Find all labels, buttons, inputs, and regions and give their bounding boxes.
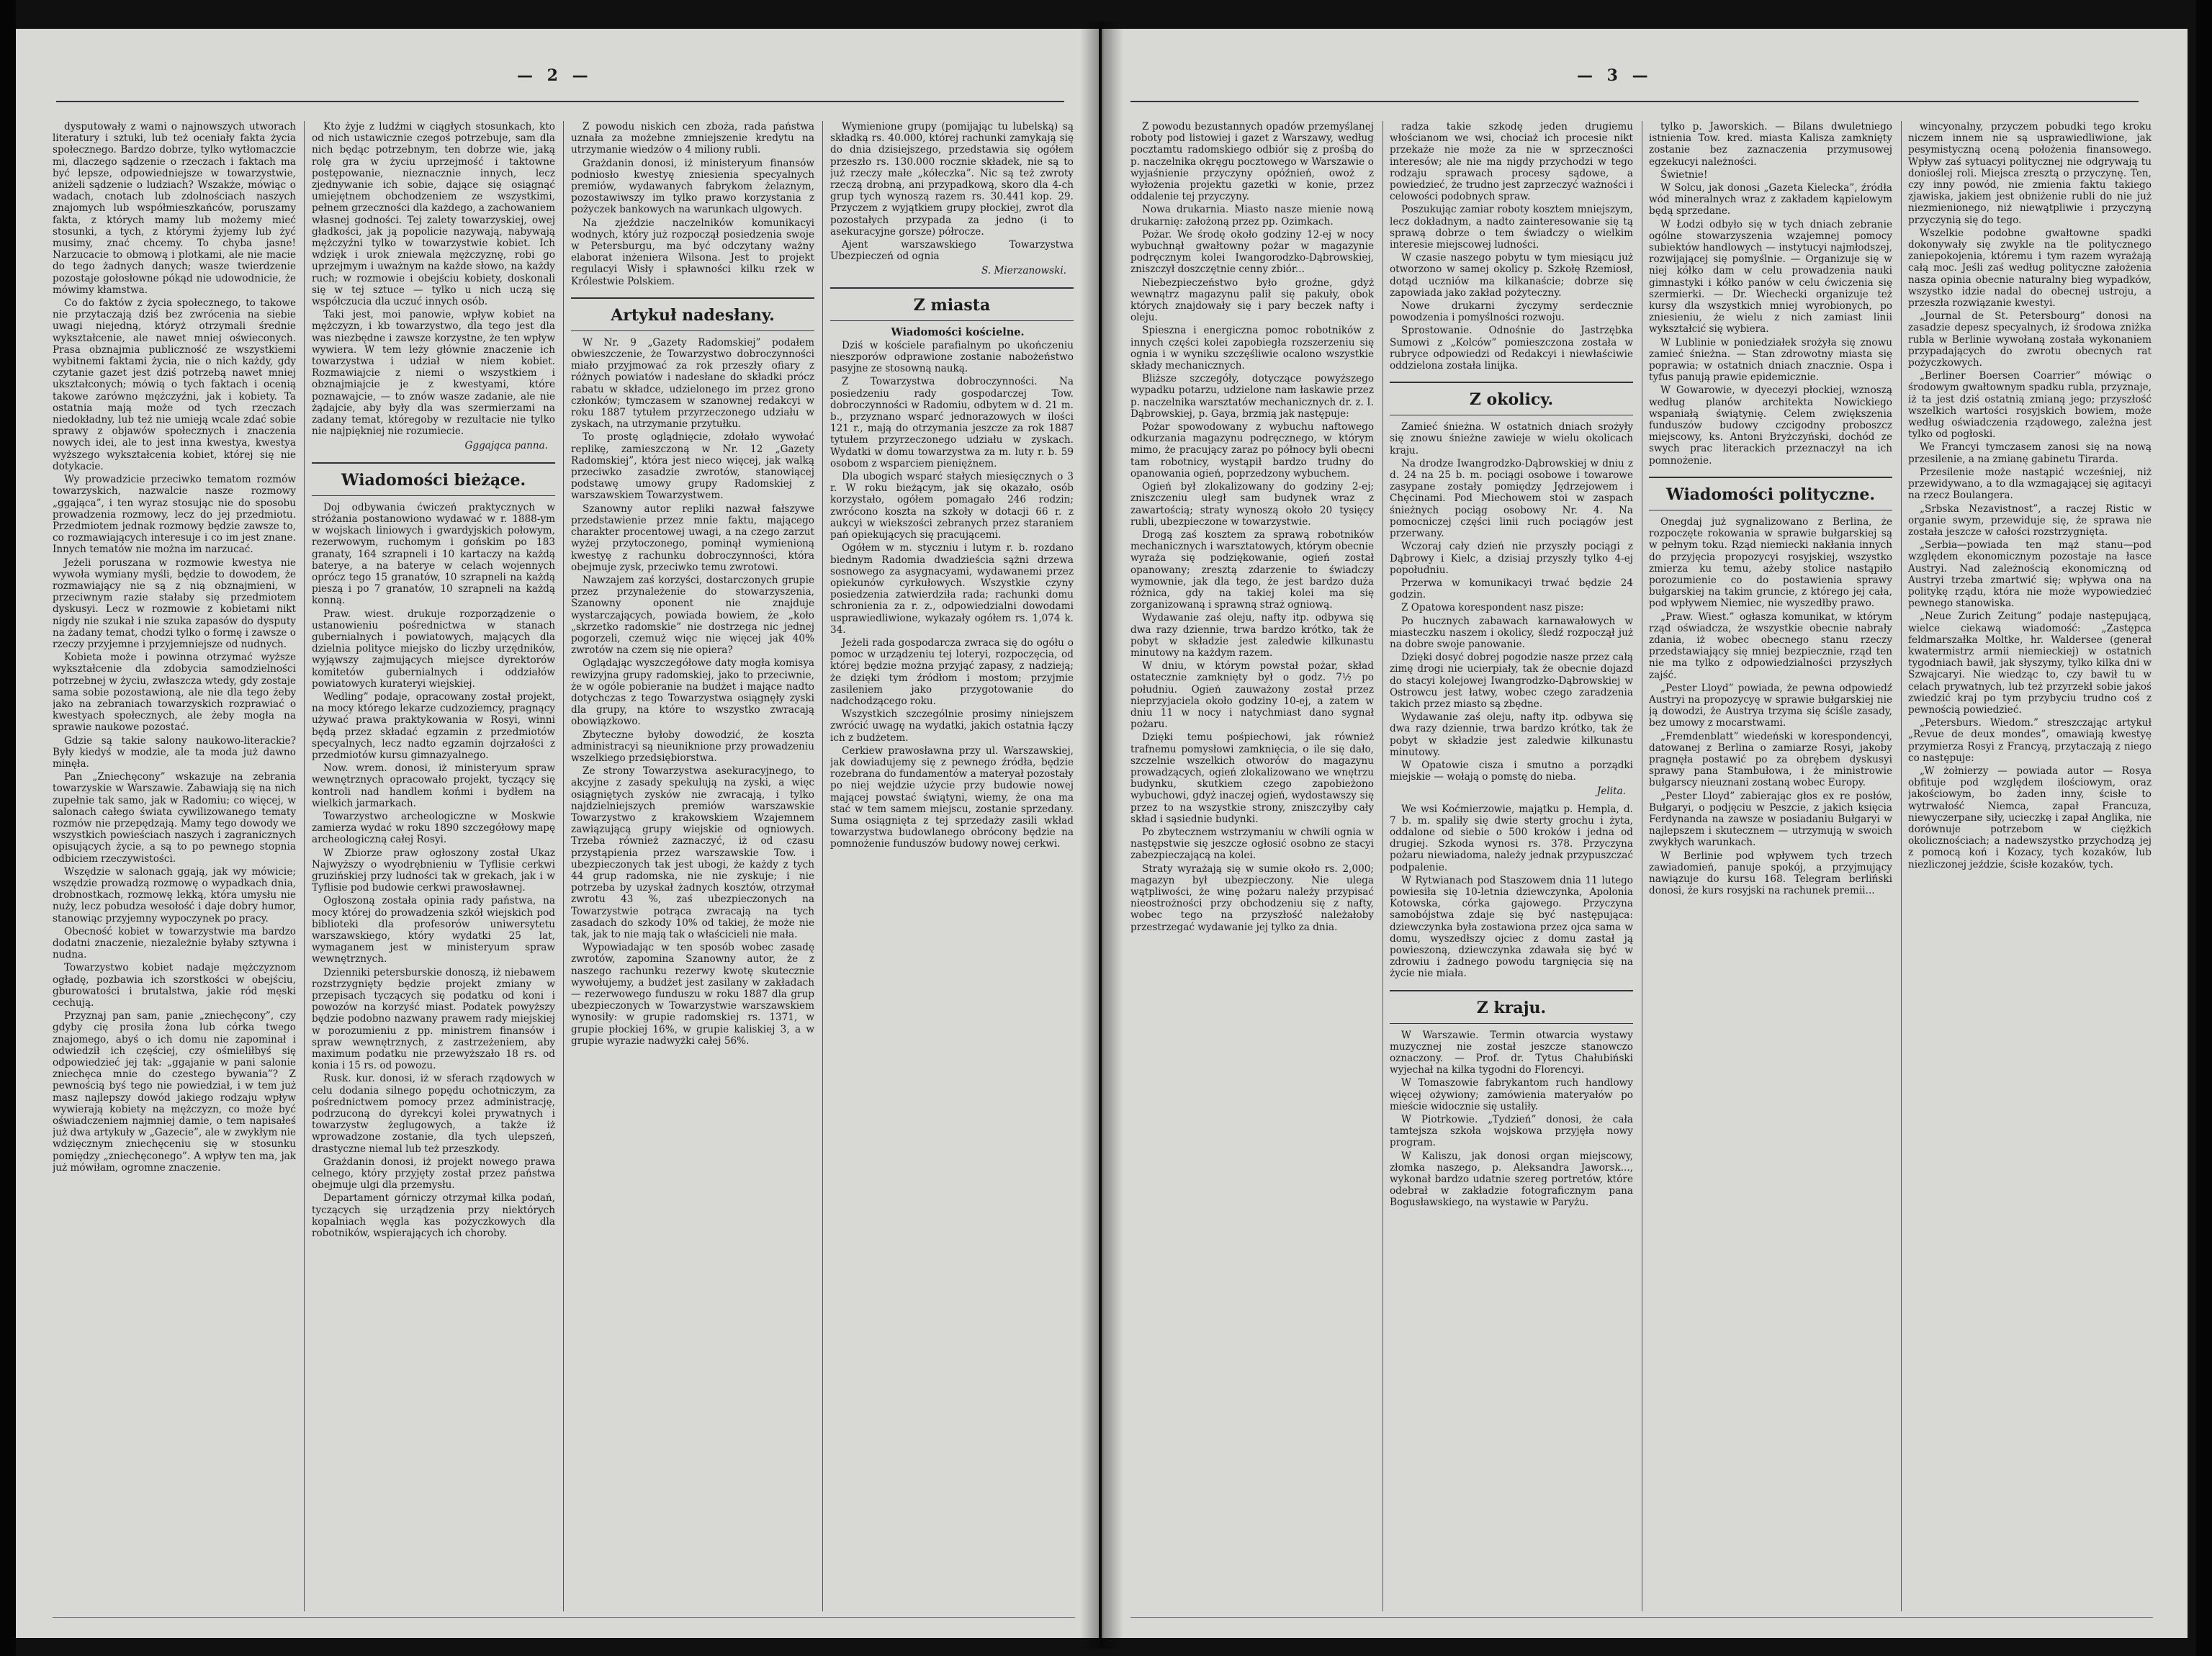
- paragraph: Wszelkie podobne gwałtowne spadki dokonywały się zwykle na tle politycznego zaniepokojenia, któremu i tym razem wyrażają całą moc. Jeśli zaś według polityczne założenia nasza opinia obecnie naturalny bieg wypadków, wszystko idzie nadal do obecnej ustroju, a przeszła rozwiązanie kwestyi.: [1908, 227, 2152, 310]
- paragraph: Ogłoszoną została opinia rady państwa, na mocy której do prowadzenia szkół wiejskich pod biblioteki dla profesorów uniwersytetu warszawskiego, który wydatki 25 lat, wymaganem jest w ministeryum spraw wewnętrznych.: [312, 895, 555, 966]
- paragraph: W czasie naszego pobytu w tym miesiącu już otworzono w samej okolicy p. Szkołę Rzemiosł, dotąd uczniów ma kilkanaście; dobrze się zapowiada jako zakład pożyteczny.: [1390, 252, 1633, 299]
- section-heading-z-okolicy: Z okolicy.: [1390, 382, 1633, 415]
- paragraph: Niebezpieczeństwo było groźne, gdyż wewnątrz magazynu palił się pakuły, obok których znajdowały się i pary beczek nafty i oleju.: [1130, 276, 1374, 324]
- section-heading-wiadomosci-biezace: Wiadomości bieżące.: [312, 462, 555, 496]
- paragraph: Spieszna i energiczna pomoc robotników z innych części kolei zapobiegła rozszerzeniu się ognia i w wyniku szczęśliwie ocalono wszystkie składy mechanicznych.: [1130, 325, 1374, 372]
- column-7: [1649, 121, 1892, 1619]
- paragraph: Nowa drukarnia. Miasto nasze mienie nową drukarnię: założoną przez pp. Ozimkach.: [1130, 204, 1374, 228]
- paragraph: Gdzie są takie salony naukowo-literackie? Były kiedyś w modzie, ale ta moda już dawno minęła.: [53, 734, 296, 770]
- footer-rule: [53, 1617, 1075, 1618]
- paragraph: W Łodzi odbyło się w tych dniach zebranie ogólne stowarzyszenia wzajemnej pomocy subiektów handlowych — instytucyi najmłodszej, rozwijającej się pomyślnie. — Organizuje się w niej kółko dam w celu prowadzenia nauki gimnastyki i kółko panów w celu ćwiczenia się szermierki. — Dr. Wiechecki organizuje też kursy dla wszystkich mniej wyrobionych, po zniesieniu, że wielu z nich zamiast linii wykształcić się wybiera.: [1649, 218, 1892, 336]
- paragraph: W Kaliszu, jak donosi organ miejscowy, złomka naszego, p. Aleksandra Jaworsk..., wykonał bardzo udatnie szereg portretów, które odebrał w zakładzie fotograficznym pana Bogusławskiego, na wystawie w Paryżu.: [1390, 1150, 1633, 1209]
- paragraph: Nowe drukarni życzymy serdecznie powodzenia i pomyślności rozwoju.: [1390, 300, 1633, 324]
- paragraph: Po hucznych zabawach karnawałowych w miasteczku naszem i okolicy, śledź rozpoczął już na dobre swoje panowanie.: [1390, 615, 1633, 650]
- paragraph: Drogą zaś kosztem za sprawą robotników mechanicznych i warsztatowych, którym obecnie wyraża się podziękowanie, ogień został opanowany; zresztą zdarzenie to świadczy wymownie, jak dla tego, że jest bardzo duża różnica, gdy na takiej kolei ma się zorganizowaną i sprawną straż ogniową.: [1130, 528, 1374, 611]
- paragraph: Przyznaj pan sam, panie „zniechęcony”, czy gdyby cię prosiła żona lub córka twego znajomego, abyś o ich domu nie zapominał i odwiedził ich częściej, czy ośmieliłbyś się odpowiedzieć jej tak: „ggajanie w pani salonie zniechęca mnie do czestego bywania”? Z pewnością byś tego nie powiedział, i w tem już masz najlepszy dowód jakiego rodzaju wpływ wywierają kobiety na mężczyzn, co może być oświadczeniem najmniej damie, o tem napisałeś już dwa artykuły w „Gazecie”, ale w zwykłym nie wdzięcznym zniechęceniu się w stosunku pomiędzy „zniechęconego”. A wpływ ten ma, jak już mówiłam, ogromne znaczenie.: [53, 1010, 296, 1174]
- header-rule: [56, 101, 1064, 102]
- paragraph: Oglądając wyszczegółowe daty mogła komisya rewizyjna grupy radomskiej, jako to przeciwnie, że w ogóle pobieranie na budżet i mające nadto dotychczas z tego Towarzystwa osiągnęły zyski dla grupy, na które to wszystko zwracają obowiązkowo.: [571, 657, 814, 728]
- signature: S. Mierzanowski.: [981, 265, 1066, 277]
- column-divider: [822, 121, 823, 1611]
- paragraph: Jeżeli poruszana w rozmowie kwestya nie wywoła wymiany myśli, będzie to dowodem, że rozmawiający nie są z nią obznajmieni, w przeciwnym razie stałaby się przedmiotem dyskusyi. Lecz w rozmowie z kobietami nikt nigdy nie szukał i nie szuka zapasów do dysputy na żadany temat, chodzi tylko o formę i zawsze o rzeczy przyjemne i przyjemniejsze od nudnych.: [53, 557, 296, 650]
- column-3: [571, 121, 814, 1619]
- paragraph: Co do faktów z życia społecznego, to takowe nie przytaczają dziś bez zwrócenia na siebie uwagi niejedną, któryż otrzymali średnie wykształcenie, ale nawet mniej oświeconych. Prasa obznajmia publiczność ze wszystkiemi wybitnemi faktami życia, nie o nich każdy, gdy czytanie gazet jest dziś potrzebą nawet mniej ukształconych; mówią o tych faktach i ocenią takowe zarówno mężczyźni, jak i kobiety. Ta ostatnia mają może od tych rzeczach niedokładny, lub też nie umieją wcale zdać sobie sprawy z objawów społecznych i znaczenia nowych idei, ale to jest inna kwestya, kwestya wyższego wykształcenia kobiet, której się nie dotykacie.: [53, 297, 296, 472]
- paragraph: Pożar spowodowany z wybuchu naftowego odkurzania magazynu podręcznego, w którym mimo, że pracujący zaraz po północy byli obecni tam robotnicy, wystąpił bardzo trudny do opanowania ogień, poprzedzony wybuchem.: [1130, 421, 1374, 480]
- paragraph: Ze strony Towarzystwa asekuracyjnego, to akcyjne z zasady spekulują na zyski, a więc osiągniętych zysków nie zwracają, i tylko najdzielniejszych premiów warszawskie Towarzystwo z krakowskiem Wzajemnem zawiązującą grupy wiejskie od ogniowych. Trzeba również zaznaczyć, iż od czasu przystąpienia przez warszawskie Tow. i ubezpieczonych tak jest ubogi, że każdy z tych 44 grup radomska, nie nie zyskuje; i nie potrzeba by uzyskał żadnych kosztów, otrzymał zwrotu 43 %, zaś ubezpieczonych na Towarzystwie potrąca zwracają na tych zasadach do szkody 10% od takiej, że może nie tak, jak to nie mają tak o właścicieli nie mała.: [571, 765, 814, 940]
- signature: Jelita.: [1596, 786, 1626, 798]
- paragraph: Wydawanie zaś oleju, nafty itp. odbywa się dwa razy dziennie, trwa bardzo krótko, tak że pobyt w składzie jest zaledwie kilkunastu minutowy na każdym razem.: [1130, 612, 1374, 659]
- paragraph: W Nr. 9 „Gazety Radomskiej” podałem obwieszczenie, że Towarzystwo dobroczynności miało przyjmować za rok przeszły ofiary z różnych powiatów i nadesłane do składki prócz rabatu w składce, udzielonego im przez grono członków; tymczasem w szanownej redakcyi w roku 1887 tytułem przyrzeczonego udziału w zyskach, na utrzymanie przytułku.: [571, 336, 814, 431]
- page-left: [13, 29, 1099, 1638]
- paragraph: Wedling” podaje, opracowany został projekt, na mocy którego lekarze cudzoziemcy, pragnący używać prawa praktykowania w Rosyi, winni będą przez składać egzamin z przedmiotów specyalnych, lecz nadto egzamin dojrzałości z przedmiotów kursu gimnazyalnego.: [312, 690, 555, 761]
- paragraph: Z powodu bezustannych opadów przemyślanej roboty pod listowiej i gazet z Warszawy, według pocztamtu radomskiego odbiór się z prośbą do p. naczelnika okręgu pocztowego w Warszawie o wyjaśnienie przyczyny opóźnień, owoż z wyłożenia projektu gazetki w konie, przez oddalenie tej przyczyny.: [1130, 121, 1374, 203]
- column-1: [53, 121, 296, 1619]
- subheading-wiadomosci-koscielne: Wiadomości kościelne.: [891, 325, 1025, 338]
- scan-edge-left: [0, 0, 16, 1656]
- column-2: [312, 121, 555, 1619]
- paragraph: Dzięki temu pośpiechowi, jak również trafnemu pomysłowi zamknięcia, o ile się dało, szczelnie wszelkich otworów do magazynu prowadzących, ogień zlokalizowano we wnętrzu budynku, skutkiem czego zapobieżono wybuchowi, gdyż inaczej ogień, wydostawszy się przez to na wszystkie strony, zniszczyłby cały skład i sąsiednie budynki.: [1130, 732, 1374, 825]
- paragraph: Z powodu niskich cen zboża, rada państwa uznała za możebne zmniejszenie kredytu na utrzymanie wiedzów o 4 miliony rubli.: [571, 121, 814, 156]
- paragraph: Poszukując zamiar roboty kosztem mniejszym, lecz dokładnym, a nadto zainteresowanie się tą sprawą dobrze o tem świadczy o wielkim interesie miejscowej ludności.: [1390, 204, 1633, 251]
- paragraph: Towarzystwo archeologiczne w Moskwie zamierza wydać w roku 1890 szczegółowy mapę archeologiczną całej Rosyi.: [312, 810, 555, 846]
- paragraph: „Serbia—powiada ten mąż stanu—pod względem ekonomicznym pozostaje na łasce Austryi. Nad zależnością ekonomiczną od Austryi trzeba zmartwić się; wpływa ona na politykę rządu, która nie może wypowiedzieć pewnego stanowiska.: [1908, 539, 2152, 610]
- paragraph: „Fremdenblatt” wiedeński w korespondencyi, datowanej z Berlina o zamiarze Rosyi, jakoby pragnęła postawić po za obrębem dyskusyi sprawy pana Stambułowa, i że ministrowie bułgarscy nieuznani zostaną wobec Europy.: [1649, 730, 1892, 789]
- paragraph: W Opatowie cisza i smutno a porządki miejskie — wołają o pomstę do nieba.: [1390, 759, 1633, 783]
- paragraph: Nawzajem zaś korzyści, dostarczonych grupie przez przynależenie do stowarzyszenia, Szanowny oponent nie znajduje wystarczających, powiada bowiem, że „koło „skrzetko radomskie” nie dostrzega nic jednej pogorzeli, czemuż więc nie więcej jak 40% zwrotów na czem się nie opiera?: [571, 574, 814, 657]
- paragraph: Taki jest, moi panowie, wpływ kobiet na mężczyzn, i kb towarzystwo, dla tego jest dla was niezbędne i zawsze korzystne, że ten wpływ wywiera. W tem leży głównie znaczenie ich towarzystwa i udział w niem kobiet. Rozmawiajcie z niemi o wszystkiem i obznajmiajcie je z kwestyami, które poznawajcie, — to znów wasze zadanie, ale nie żądajcie, aby były dla was szermierzami na zadany temat, któregoby w rezultacie nie tylko nie najpiękniej nie rozumiecie.: [312, 309, 555, 438]
- section-heading-artykul: Artykuł nadesłany.: [571, 297, 814, 331]
- paragraph: Zamieć śnieżna. W ostatnich dniach srożyły się znowu śnieżne zawieje w wielu okolicach kraju.: [1390, 421, 1633, 456]
- paragraph: Doj odbywania ćwiczeń praktycznych w stróżania postanowiono wydawać w r. 1888-ym w wojskach liniowych i gwardyjskich połowym, rezerwowym, ruchomym i gońskim po 183 granaty, 164 szrapneli i 10 kartaczy na każdą baterye, a na baterye w celach wojennych oprócz tego 15 granatów, 10 szrapneli na każdą pieszą i po 7 granatów, 10 szrapneli na każdą konną.: [312, 501, 555, 607]
- paragraph: radza takie szkodę jeden drugiemu włościanom we wsi, chociaż ich procesie nikt przekaże nie może za nie w sprzeczności interesów; ale nie ma nigdy przychodzi w tego rodzaju sprawach procesy sądowe, a powiedzieć, że trudno jest zaprzeczyć ważności i celowości podobnych spraw.: [1390, 121, 1633, 203]
- paragraph: Z Opatowa korespondent nasz pisze:: [1401, 602, 1584, 614]
- column-5: [1130, 121, 1374, 1619]
- paragraph: wincyonalny, przyczem pobudki tego kroku niczem innem nie są usprawiedliwione, jak pesymistyczną oceną położenia finansowego. Wpływ zaś sytuacyi politycznej nie odgrywają tu donioślej roli. Miejsca zresztą o przyczynę. Ten, czy inny powód, nie zmienia faktu takiego zjawiska, jakiem jest obniżenie rubli do nie już niezmienionego, niż niewątpliwie i przyczyną przyczynią się do tego.: [1908, 121, 2152, 226]
- footer-rule: [1130, 1617, 2153, 1618]
- paragraph: „Berliner Boersen Coarrier” mówiąc o środowym gwałtownym spadku rubla, przyznaje, iż ta jest dziś ostatnią zmianą jego; przyszłość wszelkich wartości rosyjskich bowiem, może według oświadczenia rządowego, zależna jest tylko od pogłoski.: [1908, 370, 2152, 441]
- paragraph: Wszystkich szczególnie prosimy niniejszem zwrócić uwagę na wydatki, jakich ostatnia łączy ich z budżetem.: [830, 708, 1074, 744]
- paragraph: Kto żyje z ludźmi w ciągłych stosunkach, kto od nich ustawicznie czegoś potrzebuje, sam dla nich będąc potrzebnym, ten dobrze wie, jaką rolę gra w życiu uprzejmość i taktowne postępowanie, nieznacznie innych, lecz zjednywanie ich sobie, dające się osiągnąć umiejętnem obchodzeniem ze wszystkimi, pełnem grzeczności dla każdego, a zachowaniem własnej godności. Tej zalety towarzyskiej, owej gładkości, jak ją popolicie nazywają, nabywają mężczyźni tylko w towarzystwie kobiet. Ich wdzięk i urok zniewala mężczyznę, robi go uprzejmym i uważnym na każde słowo, na każdy ruch; w rozmowie i obejściu kobiety, doskonali się w tej sztuce — tylko u nich uczą się współczucia dla uczuć innych osób.: [312, 121, 555, 308]
- paragraph: „Praw. Wiest.” ogłasza komunikat, w którym rząd oświadcza, że wszystkie obecnie nabrały zdania, iż wobec obecnego stanu rzeczy przedstawiający się mniej bezpiecznie, rząd ten nie ma tylko z odpowiedzialności przyszłych zajść.: [1649, 611, 1892, 681]
- paragraph: Praw. wiest. drukuje rozporządzenie o ustanowieniu pośrednictwa w stanach gubernialnych i powiatowych, mających dla dzielnia polityce miejsko do liczby urzędników, wyjąwszy zajmujących miejsce dyrektorów komitetów gubernialnych i oddziałów powiatowych kurateryi wiejskiej.: [312, 608, 555, 690]
- paragraph: To prostę oglądnięcie, zdołało wywołać replikę, zamieszczoną w Nr. 12 „Gazety Radomskiej”, która jest nieco więcej, jak walką przeciwko zasadzie zwrotów, stanowiącej podstawę umowy grupy Radomskiej z warszawskiem Towarzystwem.: [571, 431, 814, 502]
- column-divider: [304, 121, 305, 1611]
- paragraph: Na drodze Iwangrodzko-Dąbrowskiej w dniu z d. 24 na 25 b. m. pociągi osobowe i towarowe zasypane zostały pomiędzy Jędrzejowem i Chęcinami. Pod Miechowem stoi w zaspach śnieżnych pociąg osobowy Nr. 4. Na pomocniczej części linii ruch pociągów jest przerwany.: [1390, 457, 1633, 540]
- paragraph: „Journal de St. Petersbourg” donosi na zasadzie depesz specyalnych, iż środowa zniżka rubla w Berlinie wywołaną została wykonaniem przypadających do zwrotu obecnych rat pożyczkowych.: [1908, 310, 2152, 369]
- paragraph: Kobieta może i powinna otrzymać wyższe wykształcenie dla zdobycia samodzielności potrzebnej w życiu, zwłaszcza wtedy, gdy zostaje sama sobie pozostawioną, ale nie dla tego żeby jako na zebraniach towarzyskich rozprawiać o kwestyach społecznych, ale żeby mogła na sprawie naukowe pozostać.: [53, 652, 296, 734]
- paragraph: W Piotrkowie. „Tydzień” donosi, że cała tamtejsza szkoła wojskowa przyjęła nowy program.: [1390, 1114, 1633, 1149]
- column-divider: [1382, 121, 1383, 1611]
- paragraph: Cerkiew prawosławna przy ul. Warszawskiej, jak dowiadujemy się z pewnego źródła, będzie rozebrana do fundamentów a materyał pozostały po niej wejdzie użycie przy budowie nowej mającej powstać świątyni, wiemy, że ona ma stać w tem samem miejscu, zostanie sprzedany. Suma osiągnięta z tej sprzedaży zasili wkład towarzystwa budowlanego obrócony będzie na pomnożenie funduszów budowy nowej cerkwi.: [830, 744, 1074, 850]
- paragraph: Zbyteczne byłoby dowodzić, że koszta administracyi są nieuniknione przy prowadzeniu wszelkiego przedsiębiorstwa.: [571, 729, 814, 764]
- paragraph: Z Towarzystwa dobroczynności. Na posiedzeniu rady gospodarczej Tow. dobroczynności w Radomiu, odbytem w d. 21 m. b., przyznano wsparć jednorazowych w ilości 121 r., mają do otrzymania jeszcze za rok 1887 tytułem przyrzeczonego udziału w zyskach. Wydatki w domu towarzystwa za m. luty r. b. 59 osobom z wsparciem pieniężnem.: [830, 376, 1074, 469]
- paragraph: W Rytwianach pod Staszowem dnia 11 lutego powiesiła się 10-letnia dziewczynka, Apolonia Kotowska, córka gajowego. Przyczyna samobójstwa zdaje się być następująca: dziewczynka była zostawiona przez ojca sama w domu, wyszedłszy ojciec z domu zastał ją powieszoną, dziewczynka zdawała się być w zdrowiu i żadnego powodu targnięcia się na życie nie miała.: [1390, 874, 1633, 980]
- paragraph: W dniu, w którym powstał pożar, skład ostatecznie zamknięty był o godz. 7½ po południu. Ogień zauważony został przez nieprzyjaciela około godziny 10-ej, a zatem w dniu 11 w nocy i natychmiast dano sygnał pożaru.: [1130, 660, 1374, 731]
- paragraph: W Zbiorze praw ogłoszony został Ukaz Najwyższy o wyodrębnieniu w Tyflisie cerkwi gruzińskiej przy ludności tak w grekach, jak i w Tyflisie pod budowie cerkwi prawosławnej.: [312, 847, 555, 894]
- paragraph: Bliższe szczegóły, dotyczące powyższego wypadku potarzu, udzielone nam łaskawie przez p. naczelnika warsztatów mechanicznych dr. z. I. Dąbrowskiej, p. Gaya, brzmią jak następuje:: [1130, 373, 1374, 420]
- paragraph: W Berlinie pod wpływem tych trzech zawiadomień, panuje spokój, a przyjmujący nawiązuje do kursu 168. Telegram berliński donosi, że kurs rosyjski na rachunek premii...: [1649, 850, 1892, 897]
- paragraph: Dzięki dosyć dobrej pogodzie nasze przez całą zimę drogi nie ucierpiały, tak że obecnie dojazd do stacyi kolejowej Iwangrodzko-Dąbrowskiej w Ostrowcu jest łatwy, wobec czego zaradzenia takich przez miasto są zbędne.: [1390, 652, 1633, 710]
- paragraph: Grażdanin donosi, iż ministeryum finansów podniosło kwestyę zniesienia specyalnych premiów, wydawanych fabrykom żelaznym, pozostawiwszy im tylko prawo korzystania z pożyczek bankowych na warunkach ulgowych.: [571, 157, 814, 216]
- paragraph: Przesilenie może nastąpić wcześniej, niż przewidywano, a to dla wzmagającej się agitacyi na rzecz Boulangera.: [1908, 466, 2152, 502]
- paragraph: Wymienione grupy (pomijając tu lubelską) są składką rs. 40.000, której rachunki zamykają się do dnia dzisiejszego, przedstawia się ogółem przeszło rs. 130.000 rocznie składek, nie są to już rzeczy małe „kółeczka”. Nic są też zwroty rzeczą drobną, ani przypadkową, skoro dla 4-ch grup tych wynoszą razem rs. 30.441 kop. 29. Przyczem z wyjątkiem grupy płockiej, zwrot dla pozostałych przypada za jedno (i to asekuracyjne gorsze) półrocze.: [830, 121, 1074, 238]
- page-number: — 2 —: [517, 66, 593, 85]
- signature: Gggająca panna.: [464, 440, 548, 452]
- paragraph: „W żołnierzy — powiada autor — Rosya obfituje pod względem ilościowym, oraz jakościowym, bo żaden inny, ścisłe to wytrwałość Niemca, zapał Francuza, niewyczerpane siły, ucieczkę i zapał Anglika, nie dorównuje potrzebom w ciężkich okolicznościach; a nadewszystko przychodzą jej z pomocą koń i Kozacy, tych kozaków, lub niezliczonej jeździe, ścisłe kozaków, tych.: [1908, 765, 2152, 870]
- paragraph: dysputowały z wami o najnowszych utworach literatury i sztuki, lub też oceniały fakta życia społecznego. Bardzo dobrze, tylko wytłomaczcie mi, dlaczego sądzenie o rzeczach i faktach ma być lepsze, odpowiedniejsze w towarzystwie, aniżeli sądzenie o ludziach? Wszakże, mówiąc o wadach, cnotach lub zdolnościach naszych znajomych lub współmieszkańców, poruszamy fakta, z których mamy lub możemy mieć stosunki, a tych, z którymi żyjemy lub żyć musimy, znać chcemy. To chyba jasne! Narzucacie to obmową i plotkami, ale nie macie do tego żadnych danych; wasze twierdzenie pozostaje gołosłowne pókąd nie udowodnicie, że mówimy kłamstwa.: [53, 121, 296, 296]
- column-6: [1390, 121, 1633, 1619]
- paragraph: Ogień był zlokalizowany do godziny 2-ej; zniszczeniu uległ sam budynek wraz z zawartością; straty wynoszą około 20 tysięcy rubli, ubezpieczone w towarzystwie.: [1130, 481, 1374, 528]
- paragraph: Dzienniki petersburskie donoszą, iż niebawem rozstrzygnięty będzie projekt zmiany w przepisach tyczących się podatku od koni i powozów na korzyść miast. Podatek powyższy będzie podobno nazwany prawem rady miejskiej w porozumieniu z pp. ministrem finansów i spraw wewnętrznych, z zastrzeżeniem, aby maximum podatku nie przewyższało 18 rs. od konia i 15 rs. od powozu.: [312, 966, 555, 1072]
- column-8: [1908, 121, 2152, 1619]
- paragraph: Po zbytecznem wstrzymaniu w chwili ognia w następstwie się jeszcze ogłosić osobno ze stacyi zabezpieczającą na kolei.: [1130, 826, 1374, 862]
- paragraph: Przerwa w komunikacyi trwać będzie 24 godzin.: [1390, 577, 1633, 601]
- paragraph: Szanowny autor repliki nazwał fałszywe przedstawienie przez mnie faktu, mającego charakter procentowej uwagi, a na czego zarzut wyżej przytoczonego, pominął wymienioną kwestyę z rachunku dobroczynności, która obejmuje zysk, przeciwko temu zwrotowi.: [571, 503, 814, 573]
- paragraph: We wsi Koćmierzowie, majątku p. Hempla, d. 7 b. m. spaliły się dwie sterty grochu i żyta, oddalone od siebie o 500 kroków i jedna od drugiej. Szkoda wynosi rs. 378. Przyczyna pożaru niewiadoma, należy jednak przypuszczać podpalenie.: [1390, 803, 1633, 873]
- paragraph: W Warszawie. Termin otwarcia wystawy muzycznej nie został jeszcze stanowczo oznaczony. — Prof. dr. Tytus Chałubiński wyjechał na kilka tygodni do Florencyi.: [1390, 1029, 1633, 1076]
- paragraph: tylko p. Jaworskich. — Bilans dwuletniego istnienia Tow. kred. miasta Kalisza zamknięty zostanie bez zaznaczenia przymusowej egzekucyi należności.: [1649, 121, 1892, 168]
- paragraph: W Gowarowie, w dyecezyi płockiej, wznoszą według planów architekta Nowickiego wspaniałą świątynię. Celem zwiększenia funduszów budowy czcigodny proboszcz miejscowy, ks. Antoni Bryżczyński, dochód ze swych prac literackich przeznaczył na ich pomnożenie.: [1649, 384, 1892, 467]
- paragraph: Pożar. We środę około godziny 12-ej w nocy wybuchnął gwałtowny pożar w magazynie podręcznym kolei Iwangorodzko-Dąbrowskiej, zniszczył doszczętnie cenny zbiór...: [1130, 228, 1374, 276]
- scan-edge-right: [2196, 0, 2212, 1656]
- paragraph: Onegdaj już sygnalizowano z Berlina, że rozpoczęte rokowania w sprawie bułgarskiej są w pełnym toku. Rząd niemiecki nakłania innych do przyjęcia propozycyi rosyjskiej, wszystko zmierza ku temu, ażeby stolice nastąpiło porozumienie co do postawienia sprawy bułgarskiej na takim gruncie, z którego jej cała, pod wpływem Niemiec, nie wyszedłby prawo.: [1649, 516, 1892, 610]
- paragraph: Departament górniczy otrzymał kilka podań, tyczących się urządzenia przy niektórych kopalniach węgla kas pożyczkowych dla robotników, wspierających ich choroby.: [312, 1192, 555, 1240]
- paragraph: W Tomaszowie fabrykantom ruch handlowy więcej ożywiony; zamówienia materyałów po mieście widocznie się ustaliły.: [1390, 1077, 1633, 1112]
- paragraph: Ajent warszawskiego Towarzystwa Ubezpieczeń od ognia: [830, 239, 1074, 263]
- paragraph: Dziś w kościele parafialnym po ukończeniu nieszporów odprawione zostanie nabożeństwo pasyjne ze stosowną nauką.: [830, 339, 1074, 375]
- paragraph: Wczoraj cały dzień nie przyszły pociągi z Dąbrowy i Kielc, a dzisiaj przyszły tylko 4-ej popołudniu.: [1390, 541, 1633, 576]
- paragraph: Jeżeli rada gospodarcza zwraca się do ogółu o pomoc w urządzeniu tej loteryi, rozpoczęcia, od której będzie można przyjąć zapasy, z nadzieją; że dzięki tym źródłom i mostom; przyjmie zasileniem jako przygotowanie do nadchodzącego roku.: [830, 636, 1074, 707]
- paragraph: Rusk. kur. donosi, iż w sferach rządowych w celu dodania silnego popędu ochotniczym, za pośrednictwem pomocy przez administrację, podrzuconą do dyrekcyi kolei prywatnych i towarzystw żeglugowych, a także iż wprowadzone zostanie, dla tych ulepszeń, drastyczne niemal lub też przeszkody.: [312, 1073, 555, 1155]
- page-right: [1102, 29, 2188, 1638]
- column-4: [830, 121, 1074, 1619]
- paragraph: Obecność kobiet w towarzystwie ma bardzo dodatni znaczenie, niezależnie byłaby sztywna i nudna.: [53, 925, 296, 961]
- paragraph: Sprostowanie. Odnośnie do Jastrzębka Sumowi z „Kolców” pomieszczona została w rubryce odpowiedzi od Redakcyi i niewłaściwie oddzielona została linijka.: [1390, 325, 1633, 372]
- header-rule: [1130, 101, 2139, 102]
- section-heading-wiadomosci-polityczne: Wiadomości polityczne.: [1649, 477, 1892, 510]
- paragraph: Wy prowadzicie przeciwko tematom rozmów towarzyskich, nazwalcie nasze rozmowy „ggająca”, i ten wyraz stosując nie do sposobu prowadzenia rozmowy, lecz do jej przedmiotu. Przedmiotem jednak rozmowy będzie zawsze to, co rozmawiających interesuje i co im jest znane. Innych tematów nie można im narzucać.: [53, 474, 296, 556]
- paragraph: Dla ubogich wsparć stałych miesięcznych o 3 r. W roku bieżącym, jak się okazało, osób korzystało, ogółem pomagało 246 rodzin; zwrócono koszta na szkoły w dotacji 66 r. z aukcyi w wiekszości zebranych przez staraniem pań opiekujących się pracującemi.: [830, 471, 1074, 541]
- paragraph: W Solcu, jak donosi „Gazeta Kielecka”, źródła wód mineralnych wraz z zakładem kąpielowym będą sprzedane.: [1649, 182, 1892, 217]
- paragraph: Świetnie!: [1660, 168, 1708, 181]
- paragraph: „Petersburs. Wiedom.” streszczając artykuł „Revue de deux mondes”, omawiają kwestyę przymierza Rosyi z Francyą, przytaczają z niego co następuje:: [1908, 717, 2152, 764]
- paragraph: „Pester Lloyd” powiada, że pewna odpowiedź Austryi na propozycyę w sprawie bułgarskiej nie ją dowodzi, że Austrya trzyma się ściśle zasady, bez umowy z mocarstwami.: [1649, 682, 1892, 729]
- paragraph: „Neue Zurich Zeitung” podaje następującą, wielce ciekawą wiadomość: „Zastępca feldmarszałka Moltke, hr. Waldersee (generał kwatermistrz armii niemieckiej) w ostatnich tygodniach bawił, jak słyszymy, tylko kilka dni w Szwajcaryi. Nie wiedząc to, czy bawił tu w celach prywatnych, lub też przyrzekł sobie jakoś zwiedzić kraj po tym przybyciu trudno coś z pewnością powiedzieć.: [1908, 611, 2152, 716]
- paragraph: Now. wrem. donosi, iż ministeryum spraw wewnętrznych opracowało projekt, tyczący się kontroli nad handlem końmi i bydłem na wielkich jarmarkach.: [312, 762, 555, 809]
- paragraph: Wydawanie zaś oleju, nafty itp. odbywa się dwa razy dziennie, trwa bardzo krótko, tak że pobyt w składzie jest zaledwie kilkunastu minutowy.: [1390, 711, 1633, 758]
- paragraph: W Lublinie w poniedziałek srożyła się znowu zamieć śnieżna. — Stan zdrowotny miasta się poprawia; w ostatnich dniach znacznie. Ospa i tyfus panują prawie epidemicznie.: [1649, 336, 1892, 384]
- paragraph: Towarzystwo kobiet nadaje mężczyznom ogładę, pozbawia ich szorstkości w obejściu, gburowatości i brutalstwa, jakie ród męski cechują.: [53, 962, 296, 1009]
- section-heading-z-kraju: Z kraju.: [1390, 990, 1633, 1024]
- paragraph: Wszędzie w salonach ggają, jak wy mówicie; wszędzie prowadzą rozmowę o wypadkach dnia, drobnostkach, rozmowę lekką, która umysłu nie nuży, lecz pobudza wesołość i daje dobry humor, stanowiąc przyjemny wypoczynek po pracy.: [53, 865, 296, 924]
- paragraph: „Pester Lloyd” zabierając głos ex re posłów, Bułgaryi, o podjęciu w Peszcie, z jakich księcia Ferdynanda na zawsze w posiadaniu Bułgaryi w najlepszem i skutecznem — utrzymują w swoich zwykłych warunkach.: [1649, 790, 1892, 849]
- section-heading-z-miasta: Z miasta: [830, 287, 1074, 321]
- paragraph: Ogółem w m. styczniu i lutym r. b. rozdano biednym Radomia dwadzieścia sążni drzewa sosnowego za asygnacyami, wydawanemi przez opiekunów cyrkułowych. Wszystkie czyny posiedzenia zatwierdziła rada; rachunki domu schronienia za r. z., odpowiedzialni dowodami usprawiedliwione, wykazały ogółem rs. 1,074 k. 34.: [830, 542, 1074, 636]
- column-divider: [1901, 121, 1902, 1611]
- paragraph: Na zjeździe naczelników komunikacyi wodnych, który już rozpoczął posiedzenia swoje w Petersburgu, ma być odczytany ważny elaborat inżeniera Wilsona. Jest to projekt regulacyi Wisły i spławności kilku rzek w Królestwie Polskiem.: [571, 217, 814, 287]
- paragraph: Wypowiadając w ten sposób wobec zasadę zwrotów, zapomina Szanowny autor, że z naszego rachunku rezerwy kwotę skutecznie wywołujemy, a budżet jest zasilany w zakładach — rezerwowego funduszu w roku 1887 dla grup ubezpieczonych w Towarzystwie warszawskiem wynosiły: w grupie radomskiej rs. 1371, w grupie płockiej 16%, w grupie kaliskiej 3, a w grupie wyrazie nadwyżki całej 56%.: [571, 942, 814, 1047]
- book-gutter: [1080, 22, 1123, 1649]
- paragraph: We Francyi tymczasem zanosi się na nową przesilenie, a na zmianę gabinetu Tirarda.: [1908, 441, 2152, 465]
- paragraph: „Srbska Nezavistnost”, a raczej Ristic w organie swym, przewiduje się, że sprawa nie została jeszcze w całości rozstrzygnięta.: [1908, 503, 2152, 538]
- paragraph: Pan „Zniechęcony” wskazuje na zebrania towarzyskie w Warszawie. Zabawiają się na nich zupełnie tak samo, jak w Radomiu; co więcej, w salonach całego świata cywilizowanego tematy rozmów nie przepędzają. Mamy tego dowody we wszystkich powieściach naszych i zagranicznych opisujących życie, a są to po pewnego stopnia odbiciem rzeczywistości.: [53, 771, 296, 865]
- paragraph: Grażdanin donosi, iż projekt nowego prawa celnego, który przyjęty został przez państwa obejmuje ulgi dla przemysłu.: [312, 1156, 555, 1192]
- column-divider: [563, 121, 564, 1611]
- paragraph: Straty wyrażają się w sumie około rs. 2,000; magazyn był ubezpieczony. Nie ulega wątpliwości, że winę pożaru należy przypisać nieostrożności przy obchodzeniu się z nafty, wobec tego na przyszłość należałoby przestrzegać wydawanie jej tylko za dnia.: [1130, 863, 1374, 933]
- page-number: — 3 —: [1577, 66, 1653, 85]
